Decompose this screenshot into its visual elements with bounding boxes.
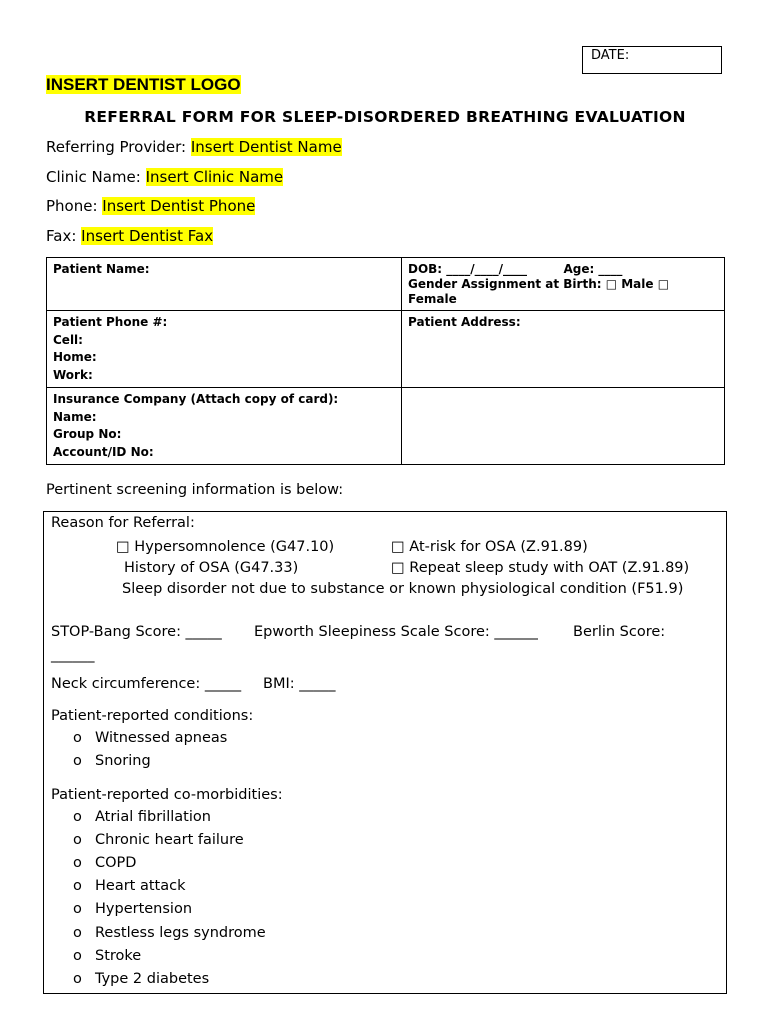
hypersomnolence-option[interactable]: □ Hypersomnolence (G47.10) [116,539,335,555]
comorbidity-label: COPD [95,855,137,871]
epworth-score[interactable]: Epworth Sleepiness Scale Score: ______ [254,624,538,640]
bmi-field[interactable]: BMI: _____ [263,676,336,692]
comorbidity-item[interactable] [73,832,244,848]
work-label: Work: [53,367,93,382]
patient-address-label: Patient Address: [408,315,521,329]
home-label: Home: [53,350,97,364]
date-field[interactable] [582,46,722,74]
berlin-score-blank[interactable]: ______ [51,647,95,663]
bullet-marker: o [73,971,82,987]
berlin-score-label: Berlin Score: [573,624,666,640]
phone-value[interactable]: Insert Dentist Phone [102,197,256,215]
patient-phone-cell[interactable] [47,311,402,388]
comorbidity-item[interactable] [73,971,209,987]
cell-label: Cell: [53,332,83,347]
comorbidity-item[interactable] [73,925,266,941]
comorbidity-label: Chronic heart failure [95,832,244,848]
referring-provider-label: Referring Provider: [46,138,191,156]
clinic-name-label: Clinic Name: [46,168,146,186]
insurance-name-label: Name: [53,409,97,424]
comorbidity-item[interactable] [73,878,185,894]
comorbidity-item[interactable] [73,855,136,871]
female-label: Female [408,292,457,306]
condition-label: Snoring [95,753,151,769]
clinic-name-line [46,168,283,186]
referring-provider-line [46,138,342,156]
bullet-marker: o [73,878,82,894]
patient-phone-label: Patient Phone #: [53,315,168,329]
at-risk-osa-option[interactable]: □ At-risk for OSA (Z.91.89) [391,539,588,555]
date-label: DATE: [591,48,630,63]
screening-box [43,511,727,994]
bullet-marker: o [73,855,82,871]
comorbidity-label: Restless legs syndrome [95,925,266,941]
condition-item[interactable] [73,753,151,769]
comorbidity-item[interactable] [73,948,141,964]
comorbidity-label: Stroke [95,948,142,964]
sleep-disorder-option[interactable]: Sleep disorder not due to substance or known physiological condition (F51.9) [122,581,684,597]
group-no-label: Group No: [53,427,122,441]
fax-label: Fax: [46,227,82,245]
age-label: Age: ____ [563,262,623,276]
condition-item[interactable] [73,730,227,746]
insurance-cell[interactable] [47,388,402,465]
bullet-marker: o [73,809,82,825]
account-id-label: Account/ID No: [53,444,154,459]
gender-label: Gender Assignment at Birth: □ Male □ [408,277,670,291]
bullet-marker: o [73,901,82,917]
comorbidity-label: Atrial fibrillation [95,809,211,825]
fax-line [46,227,213,245]
bullet-marker: o [73,730,82,746]
bullet-marker: o [73,832,82,848]
stop-bang-score[interactable]: STOP-Bang Score: _____ [51,624,222,640]
insurance-label: Insurance Company (Attach copy of card): [53,392,339,406]
comorbidity-item[interactable] [73,809,211,825]
repeat-sleep-study-option[interactable]: □ Repeat sleep study with OAT (Z.91.89) [391,560,690,576]
bullet-marker: o [73,753,82,769]
patient-address-cell[interactable] [402,311,725,388]
referring-provider-value[interactable]: Insert Dentist Name [190,138,342,156]
comorbidity-item[interactable] [73,901,192,917]
comorbidity-label: Heart attack [95,878,186,894]
comorbidity-label: Type 2 diabetes [95,971,210,987]
patient-info-table [46,257,725,465]
dob-age-row [408,262,718,277]
comorbidity-label: Hypertension [95,901,193,917]
screening-intro: Pertinent screening information is below: [46,482,344,498]
bullet-marker: o [73,948,82,964]
logo-text: INSERT DENTIST LOGO [46,75,241,94]
bullet-marker: o [73,925,82,941]
insurance-blank-cell[interactable] [402,388,725,465]
patient-name-label: Patient Name: [53,262,150,276]
condition-label: Witnessed apneas [95,730,228,746]
conditions-label: Patient-reported conditions: [51,708,254,724]
history-osa-option[interactable]: History of OSA (G47.33) [124,560,299,576]
phone-label: Phone: [46,197,103,215]
neck-circumference[interactable]: Neck circumference: _____ [51,676,242,692]
fax-value[interactable]: Insert Dentist Fax [81,227,214,245]
form-title: REFERRAL FORM FOR SLEEP-DISORDERED BREATHING EVALUATION [84,108,686,126]
phone-line [46,197,255,215]
dob-gender-cell[interactable] [402,258,725,311]
patient-name-cell[interactable] [47,258,402,311]
reason-for-referral-label: Reason for Referral: [51,515,195,531]
dentist-logo-placeholder [46,75,241,95]
comorbidities-label: Patient-reported co-morbidities: [51,787,283,803]
dob-label: DOB: ____/____/____ [408,262,528,276]
clinic-name-value[interactable]: Insert Clinic Name [145,168,284,186]
